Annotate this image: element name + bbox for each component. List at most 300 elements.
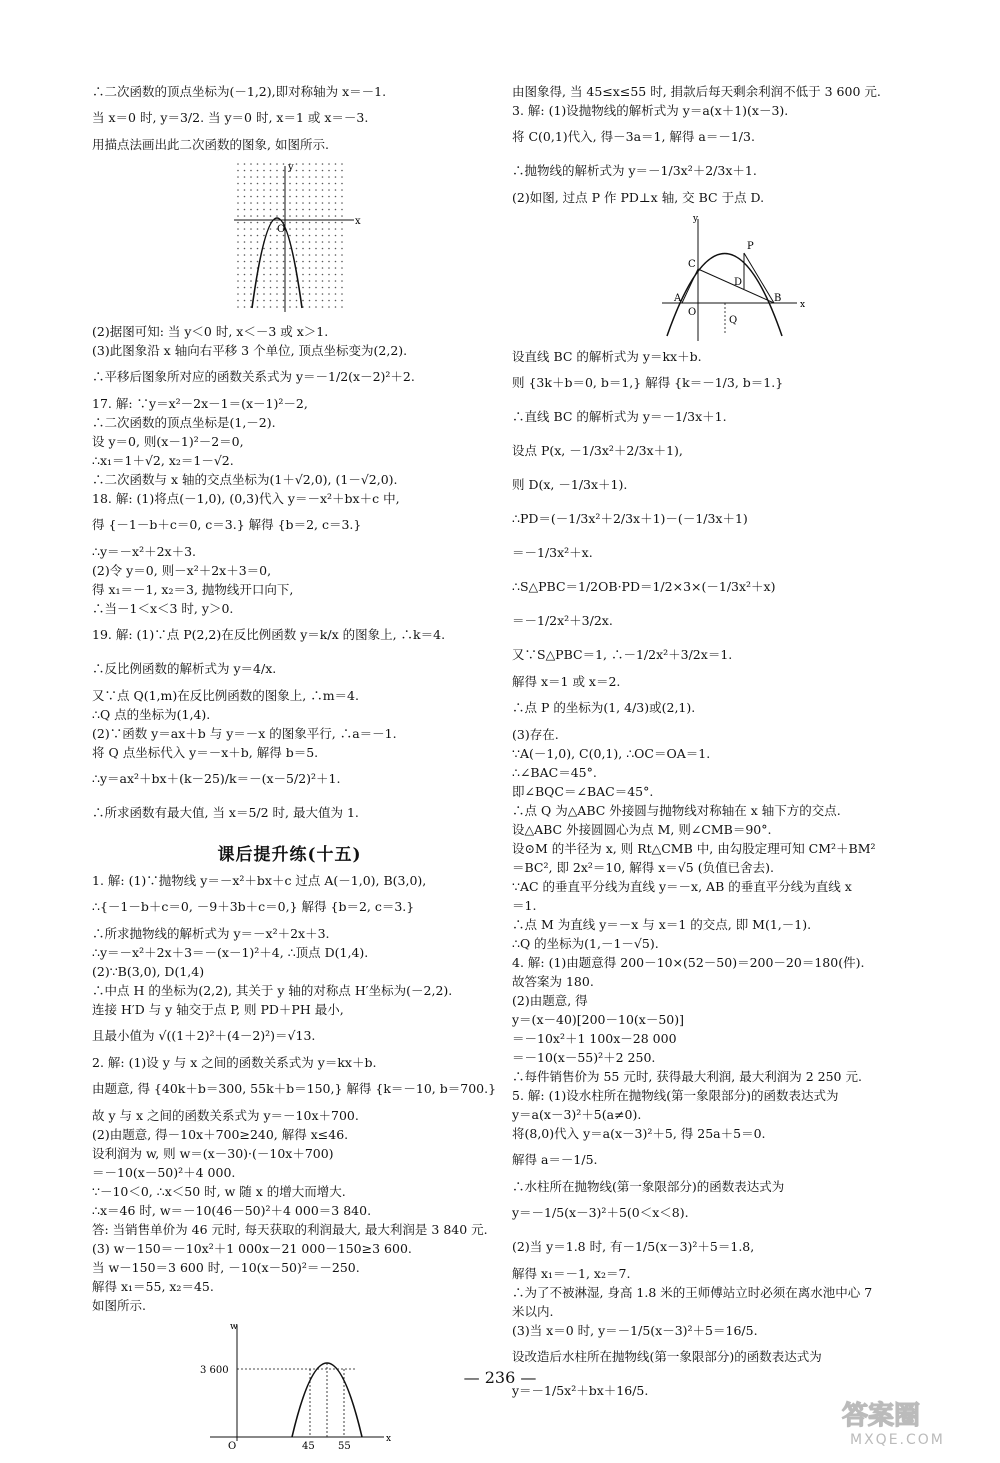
grid-dot (289, 300, 291, 302)
grid-dot (322, 280, 324, 282)
grid-dot (309, 189, 311, 191)
grid-dot (341, 228, 343, 230)
text-line: 4. 解: (1)由题意得 200－10×(52－50)＝200－20＝180(件). (512, 955, 865, 970)
text-line: ∴Q 点的坐标为(1,4). (92, 707, 211, 722)
text-line: (2)∵函数 y＝ax＋b 与 y＝－x 的图象平行, ∴a＝－1. (92, 726, 397, 741)
grid-dot (270, 280, 272, 282)
grid-dot (341, 293, 343, 295)
grid-dot (335, 215, 337, 217)
grid-dot (237, 163, 239, 165)
grid-dot (302, 241, 304, 243)
grid-dot (335, 222, 337, 224)
grid-dot (244, 254, 246, 256)
grid-dot (237, 209, 239, 211)
grid-dot (289, 248, 291, 250)
grid-dot (328, 202, 330, 204)
grid-dot (263, 228, 265, 230)
grid-dot (276, 248, 278, 250)
grid-dot (289, 189, 291, 191)
text-line: 由题意, 得 {40k＋b＝300, 55k＋b＝150,} 解得 {k＝－10, b＝700.} (92, 1081, 497, 1096)
grid-dot (296, 215, 298, 217)
dot-grid (237, 163, 343, 308)
text-line: ∴所求抛物线的解析式为 y＝－x²＋2x＋3. (92, 926, 330, 941)
grid-dot (302, 280, 304, 282)
text-line: (3) w－150＝－10x²＋1 000x－21 000－150≥3 600. (92, 1241, 412, 1256)
fig2-x-tick-55: 55 (338, 1441, 351, 1452)
grid-dot (263, 274, 265, 276)
grid-dot (296, 293, 298, 295)
grid-dot (315, 202, 317, 204)
grid-dot (244, 189, 246, 191)
grid-dot (289, 254, 291, 256)
fig2-y-tick: 3 600 (200, 1365, 229, 1376)
grid-dot (263, 267, 265, 269)
grid-dot (341, 300, 343, 302)
grid-dot (283, 300, 285, 302)
text-line: 当 w－150＝3 600 时, －10(x－50)²＝－250. (92, 1260, 360, 1275)
grid-dot (270, 235, 272, 237)
figure-parabola-grid (92, 158, 487, 318)
text-line: (2)当 y＝1.8 时, 有－1/5(x－3)²＋5＝1.8, (512, 1239, 755, 1254)
text-line: 用描点法画出此二次函数的图象, 如图所示. (92, 137, 329, 152)
grid-dot (341, 267, 343, 269)
grid-dot (309, 280, 311, 282)
grid-dot (276, 306, 278, 308)
grid-dot (257, 189, 259, 191)
text-line: y＝(x－40)[200－10(x－50)] (512, 1012, 684, 1027)
fig2-w-label: w (230, 1322, 238, 1332)
grid-dot (270, 215, 272, 217)
grid-dot (263, 222, 265, 224)
grid-dot (250, 267, 252, 269)
text-line: 即∠BQC＝∠BAC＝45°. (512, 784, 654, 799)
grid-dot (309, 176, 311, 178)
grid-dot (283, 189, 285, 191)
grid-dot (322, 274, 324, 276)
grid-dot (309, 183, 311, 185)
grid-dot (289, 228, 291, 230)
grid-dot (257, 241, 259, 243)
text-line: 则 {3k＋b＝0, b＝1,} 解得 {k＝－1/3, b＝1.} (512, 375, 784, 390)
fig3-label-a: A (674, 293, 682, 304)
grid-dot (244, 261, 246, 263)
grid-dot (244, 241, 246, 243)
grid-dot (289, 267, 291, 269)
grid-dot (237, 300, 239, 302)
grid-dot (341, 202, 343, 204)
text-line: ＝－10(x－55)²＋2 250. (512, 1050, 656, 1065)
grid-dot (302, 267, 304, 269)
grid-dot (283, 176, 285, 178)
text-line: ∵AC 的垂直平分线为直线 y＝－x, AB 的垂直平分线为直线 x (512, 879, 852, 894)
text-line: 设改造后水柱所在抛物线(第一象限部分)的函数表达式为 (512, 1349, 822, 1364)
grid-dot (328, 306, 330, 308)
grid-dot (335, 248, 337, 250)
grid-dot (250, 209, 252, 211)
text-line: 解得 x₁＝55, x₂＝45. (92, 1279, 214, 1294)
grid-dot (289, 202, 291, 204)
grid-dot (341, 215, 343, 217)
grid-dot (315, 254, 317, 256)
grid-dot (335, 202, 337, 204)
grid-dot (296, 287, 298, 289)
grid-dot (276, 274, 278, 276)
grid-dot (328, 248, 330, 250)
grid-dot (283, 202, 285, 204)
grid-dot (244, 209, 246, 211)
grid-dot (328, 215, 330, 217)
grid-dot (283, 274, 285, 276)
grid-dot (257, 222, 259, 224)
grid-dot (283, 215, 285, 217)
grid-dot (309, 228, 311, 230)
grid-dot (244, 235, 246, 237)
grid-dot (322, 183, 324, 185)
grid-dot (289, 274, 291, 276)
grid-dot (341, 254, 343, 256)
grid-dot (296, 248, 298, 250)
grid-dot (276, 287, 278, 289)
grid-dot (341, 163, 343, 165)
grid-dot (341, 170, 343, 172)
grid-dot (322, 215, 324, 217)
grid-dot (244, 196, 246, 198)
grid-dot (257, 196, 259, 198)
grid-dot (322, 176, 324, 178)
grid-dot (341, 241, 343, 243)
grid-dot (250, 222, 252, 224)
fig2-x-tick-45: 45 (302, 1441, 315, 1452)
grid-dot (237, 189, 239, 191)
text-line: 19. 解: (1)∵点 P(2,2)在反比例函数 y＝k/x 的图象上, ∴k＝4. (92, 627, 446, 642)
parabola-grid-svg (92, 158, 487, 318)
grid-dot (302, 293, 304, 295)
grid-dot (341, 274, 343, 276)
grid-dot (263, 300, 265, 302)
grid-dot (296, 254, 298, 256)
grid-dot (315, 196, 317, 198)
grid-dot (315, 183, 317, 185)
text-line: y＝a(x－3)²＋5(a≠0). (512, 1107, 642, 1122)
fig2-origin-label: O (228, 1441, 237, 1452)
grid-dot (257, 228, 259, 230)
grid-dot (341, 183, 343, 185)
grid-dot (270, 163, 272, 165)
grid-dot (257, 261, 259, 263)
grid-dot (263, 254, 265, 256)
grid-dot (270, 287, 272, 289)
grid-dot (257, 209, 259, 211)
grid-dot (328, 222, 330, 224)
grid-dot (302, 222, 304, 224)
grid-dot (341, 196, 343, 198)
grid-dot (315, 228, 317, 230)
grid-dot (244, 287, 246, 289)
left-text-block-b (92, 322, 487, 830)
watermark-text: 答案圈 (842, 1401, 921, 1431)
grid-dot (302, 274, 304, 276)
text-line: ∴Q 的坐标为(1,－1－√5). (512, 936, 659, 951)
text-line: 将 C(0,1)代入, 得－3a＝1, 解得 a＝－1/3. (512, 129, 755, 144)
grid-dot (315, 215, 317, 217)
grid-dot (309, 202, 311, 204)
grid-dot (257, 254, 259, 256)
text-line: ∴平移后图象所对应的函数关系式为 y＝－1/2(x－2)²＋2. (92, 369, 415, 384)
fig3-label-b: B (774, 293, 782, 304)
grid-dot (341, 235, 343, 237)
text-line: 设 y＝0, 则(x－1)²－2＝0, (92, 434, 244, 449)
grid-dot (244, 170, 246, 172)
grid-dot (270, 189, 272, 191)
grid-dot (263, 293, 265, 295)
fig3-label-c: C (688, 259, 696, 270)
grid-dot (296, 183, 298, 185)
grid-dot (244, 300, 246, 302)
grid-dot (302, 235, 304, 237)
grid-dot (315, 209, 317, 211)
grid-dot (309, 287, 311, 289)
fig3-label-q: Q (729, 315, 738, 326)
grid-dot (276, 293, 278, 295)
grid-dot (244, 176, 246, 178)
grid-dot (257, 170, 259, 172)
grid-dot (276, 163, 278, 165)
text-line: y＝－1/5x²＋bx＋16/5. (512, 1383, 649, 1398)
grid-dot (283, 267, 285, 269)
grid-dot (328, 274, 330, 276)
grid-dot (283, 183, 285, 185)
grid-dot (289, 196, 291, 198)
grid-dot (250, 235, 252, 237)
grid-dot (276, 176, 278, 178)
grid-dot (263, 248, 265, 250)
text-line: (2)由题意, 得 (512, 993, 588, 1008)
grid-dot (257, 215, 259, 217)
grid-dot (250, 274, 252, 276)
grid-dot (270, 183, 272, 185)
grid-dot (335, 209, 337, 211)
text-line: ∴抛物线的解析式为 y＝－1/3x²＋2/3x＋1. (512, 163, 757, 178)
grid-dot (276, 254, 278, 256)
grid-dot (315, 163, 317, 165)
fig3-label-d: D (734, 277, 743, 288)
grid-dot (244, 274, 246, 276)
grid-dot (289, 176, 291, 178)
grid-dot (315, 235, 317, 237)
fig3-line-ac (682, 269, 698, 303)
text-line: ∴水柱所在抛物线(第一象限部分)的函数表达式为 (512, 1179, 785, 1194)
text-line: ∴y＝－x²＋2x＋3＝－(x－1)²＋4, ∴顶点 D(1,4). (92, 945, 369, 960)
grid-dot (250, 163, 252, 165)
grid-dot (335, 293, 337, 295)
grid-dot (322, 189, 324, 191)
grid-dot (237, 170, 239, 172)
text-line: ∴∠BAC＝45°. (512, 765, 597, 780)
grid-dot (341, 261, 343, 263)
grid-dot (328, 170, 330, 172)
section-title: 课后提升练(十五) (217, 845, 362, 865)
text-line: (3)此图象沿 x 轴向右平移 3 个单位, 顶点坐标变为(2,2). (92, 343, 408, 358)
grid-dot (296, 176, 298, 178)
grid-dot (283, 241, 285, 243)
text-line: ＝1. (512, 898, 537, 913)
grid-dot (250, 241, 252, 243)
figure-parabola-triangle (512, 211, 932, 343)
grid-dot (302, 228, 304, 230)
grid-dot (270, 300, 272, 302)
grid-dot (263, 196, 265, 198)
grid-dot (237, 202, 239, 204)
grid-dot (296, 209, 298, 211)
text-line: 3. 解: (1)设抛物线的解析式为 y＝a(x＋1)(x－3). (512, 103, 789, 118)
grid-dot (328, 254, 330, 256)
grid-dot (263, 176, 265, 178)
grid-dot (296, 189, 298, 191)
text-line: (2)据图可知: 当 y＜0 时, x＜－3 或 x＞1. (92, 324, 329, 339)
text-line: ∴直线 BC 的解析式为 y＝－1/3x＋1. (512, 409, 727, 424)
grid-dot (328, 293, 330, 295)
grid-dot (289, 235, 291, 237)
grid-dot (335, 235, 337, 237)
grid-dot (263, 189, 265, 191)
grid-dot (315, 176, 317, 178)
grid-dot (289, 215, 291, 217)
grid-dot (322, 209, 324, 211)
grid-dot (322, 261, 324, 263)
grid-dot (315, 293, 317, 295)
text-line: ∴y＝－x²＋2x＋3. (92, 544, 197, 559)
text-line: (2)∵B(3,0), D(1,4) (92, 964, 205, 979)
page-number: — 236 — (463, 1368, 537, 1387)
grid-dot (257, 300, 259, 302)
grid-dot (335, 274, 337, 276)
grid-dot (328, 241, 330, 243)
grid-dot (302, 261, 304, 263)
grid-dot (244, 293, 246, 295)
grid-dot (276, 267, 278, 269)
grid-dot (302, 287, 304, 289)
text-line: 答: 当销售单价为 46 元时, 每天获取的利润最大, 最大利润是 3 840 元. (92, 1222, 488, 1237)
grid-dot (237, 280, 239, 282)
grid-dot (276, 183, 278, 185)
right-text-block-a (512, 82, 932, 207)
grid-dot (276, 300, 278, 302)
grid-dot (250, 248, 252, 250)
grid-dot (237, 293, 239, 295)
grid-dot (244, 228, 246, 230)
grid-dot (244, 222, 246, 224)
grid-dot (322, 306, 324, 308)
grid-dot (309, 254, 311, 256)
grid-dot (322, 254, 324, 256)
grid-dot (270, 248, 272, 250)
grid-dot (322, 300, 324, 302)
grid-dot (250, 183, 252, 185)
grid-dot (335, 261, 337, 263)
grid-dot (244, 280, 246, 282)
grid-dot (283, 248, 285, 250)
grid-dot (315, 306, 317, 308)
text-line: 米以内. (512, 1304, 554, 1319)
text-line: 将 Q 点坐标代入 y＝－x＋b, 解得 b＝5. (92, 745, 319, 760)
grid-dot (296, 300, 298, 302)
grid-dot (283, 196, 285, 198)
grid-dot (237, 254, 239, 256)
grid-dot (244, 183, 246, 185)
grid-dot (322, 287, 324, 289)
grid-dot (296, 202, 298, 204)
grid-dot (335, 254, 337, 256)
grid-dot (322, 248, 324, 250)
text-line: ∴二次函数的顶点坐标为(－1,2),即对称轴为 x＝－1. (92, 84, 387, 99)
grid-dot (322, 202, 324, 204)
grid-dot (322, 228, 324, 230)
grid-dot (283, 209, 285, 211)
grid-dot (237, 183, 239, 185)
grid-dot (296, 163, 298, 165)
grid-dot (237, 235, 239, 237)
figure-profit-parabola (92, 1319, 487, 1459)
grid-dot (257, 287, 259, 289)
grid-dot (315, 170, 317, 172)
text-line: 17. 解: ∵y＝x²－2x－1＝(x－1)²－2, (92, 396, 308, 411)
grid-dot (296, 306, 298, 308)
grid-dot (328, 196, 330, 198)
grid-dot (270, 209, 272, 211)
grid-dot (276, 189, 278, 191)
text-line: ＝－10x²＋1 100x－28 000 (512, 1031, 677, 1046)
grid-dot (276, 215, 278, 217)
grid-dot (289, 280, 291, 282)
grid-dot (328, 287, 330, 289)
grid-dot (263, 202, 265, 204)
text-line: ∴二次函数的顶点坐标是(1,－2). (92, 415, 276, 430)
grid-dot (309, 241, 311, 243)
grid-dot (315, 267, 317, 269)
text-line: y＝－1/5(x－3)²＋5(0＜x＜8). (512, 1205, 689, 1220)
text-line: ＝－1/3x²＋x. (512, 545, 593, 560)
fig3-parabola (667, 254, 782, 337)
text-line: ∴点 M 为直线 y＝－x 与 x＝1 的交点, 即 M(1,－1). (512, 917, 812, 932)
grid-dot (237, 274, 239, 276)
grid-dot (302, 248, 304, 250)
grid-dot (270, 267, 272, 269)
grid-dot (335, 280, 337, 282)
grid-dot (309, 300, 311, 302)
grid-dot (315, 241, 317, 243)
grid-dot (270, 306, 272, 308)
grid-dot (328, 235, 330, 237)
grid-dot (257, 293, 259, 295)
grid-dot (237, 241, 239, 243)
text-line: 设点 P(x, －1/3x²＋2/3x＋1), (512, 443, 683, 458)
grid-dot (283, 170, 285, 172)
grid-dot (283, 254, 285, 256)
grid-dot (289, 222, 291, 224)
text-line: 设直线 BC 的解析式为 y＝kx＋b. (512, 349, 702, 364)
grid-dot (341, 176, 343, 178)
grid-dot (237, 261, 239, 263)
text-line: 设利润为 w, 则 w＝(x－30)·(－10x＋700) (92, 1146, 334, 1161)
text-line: 将(8,0)代入 y＝a(x－3)²＋5, 得 25a＋5＝0. (512, 1126, 766, 1141)
grid-dot (302, 163, 304, 165)
grid-dot (263, 170, 265, 172)
grid-dot (237, 267, 239, 269)
grid-dot (302, 202, 304, 204)
grid-dot (296, 222, 298, 224)
grid-dot (322, 241, 324, 243)
grid-dot (250, 280, 252, 282)
